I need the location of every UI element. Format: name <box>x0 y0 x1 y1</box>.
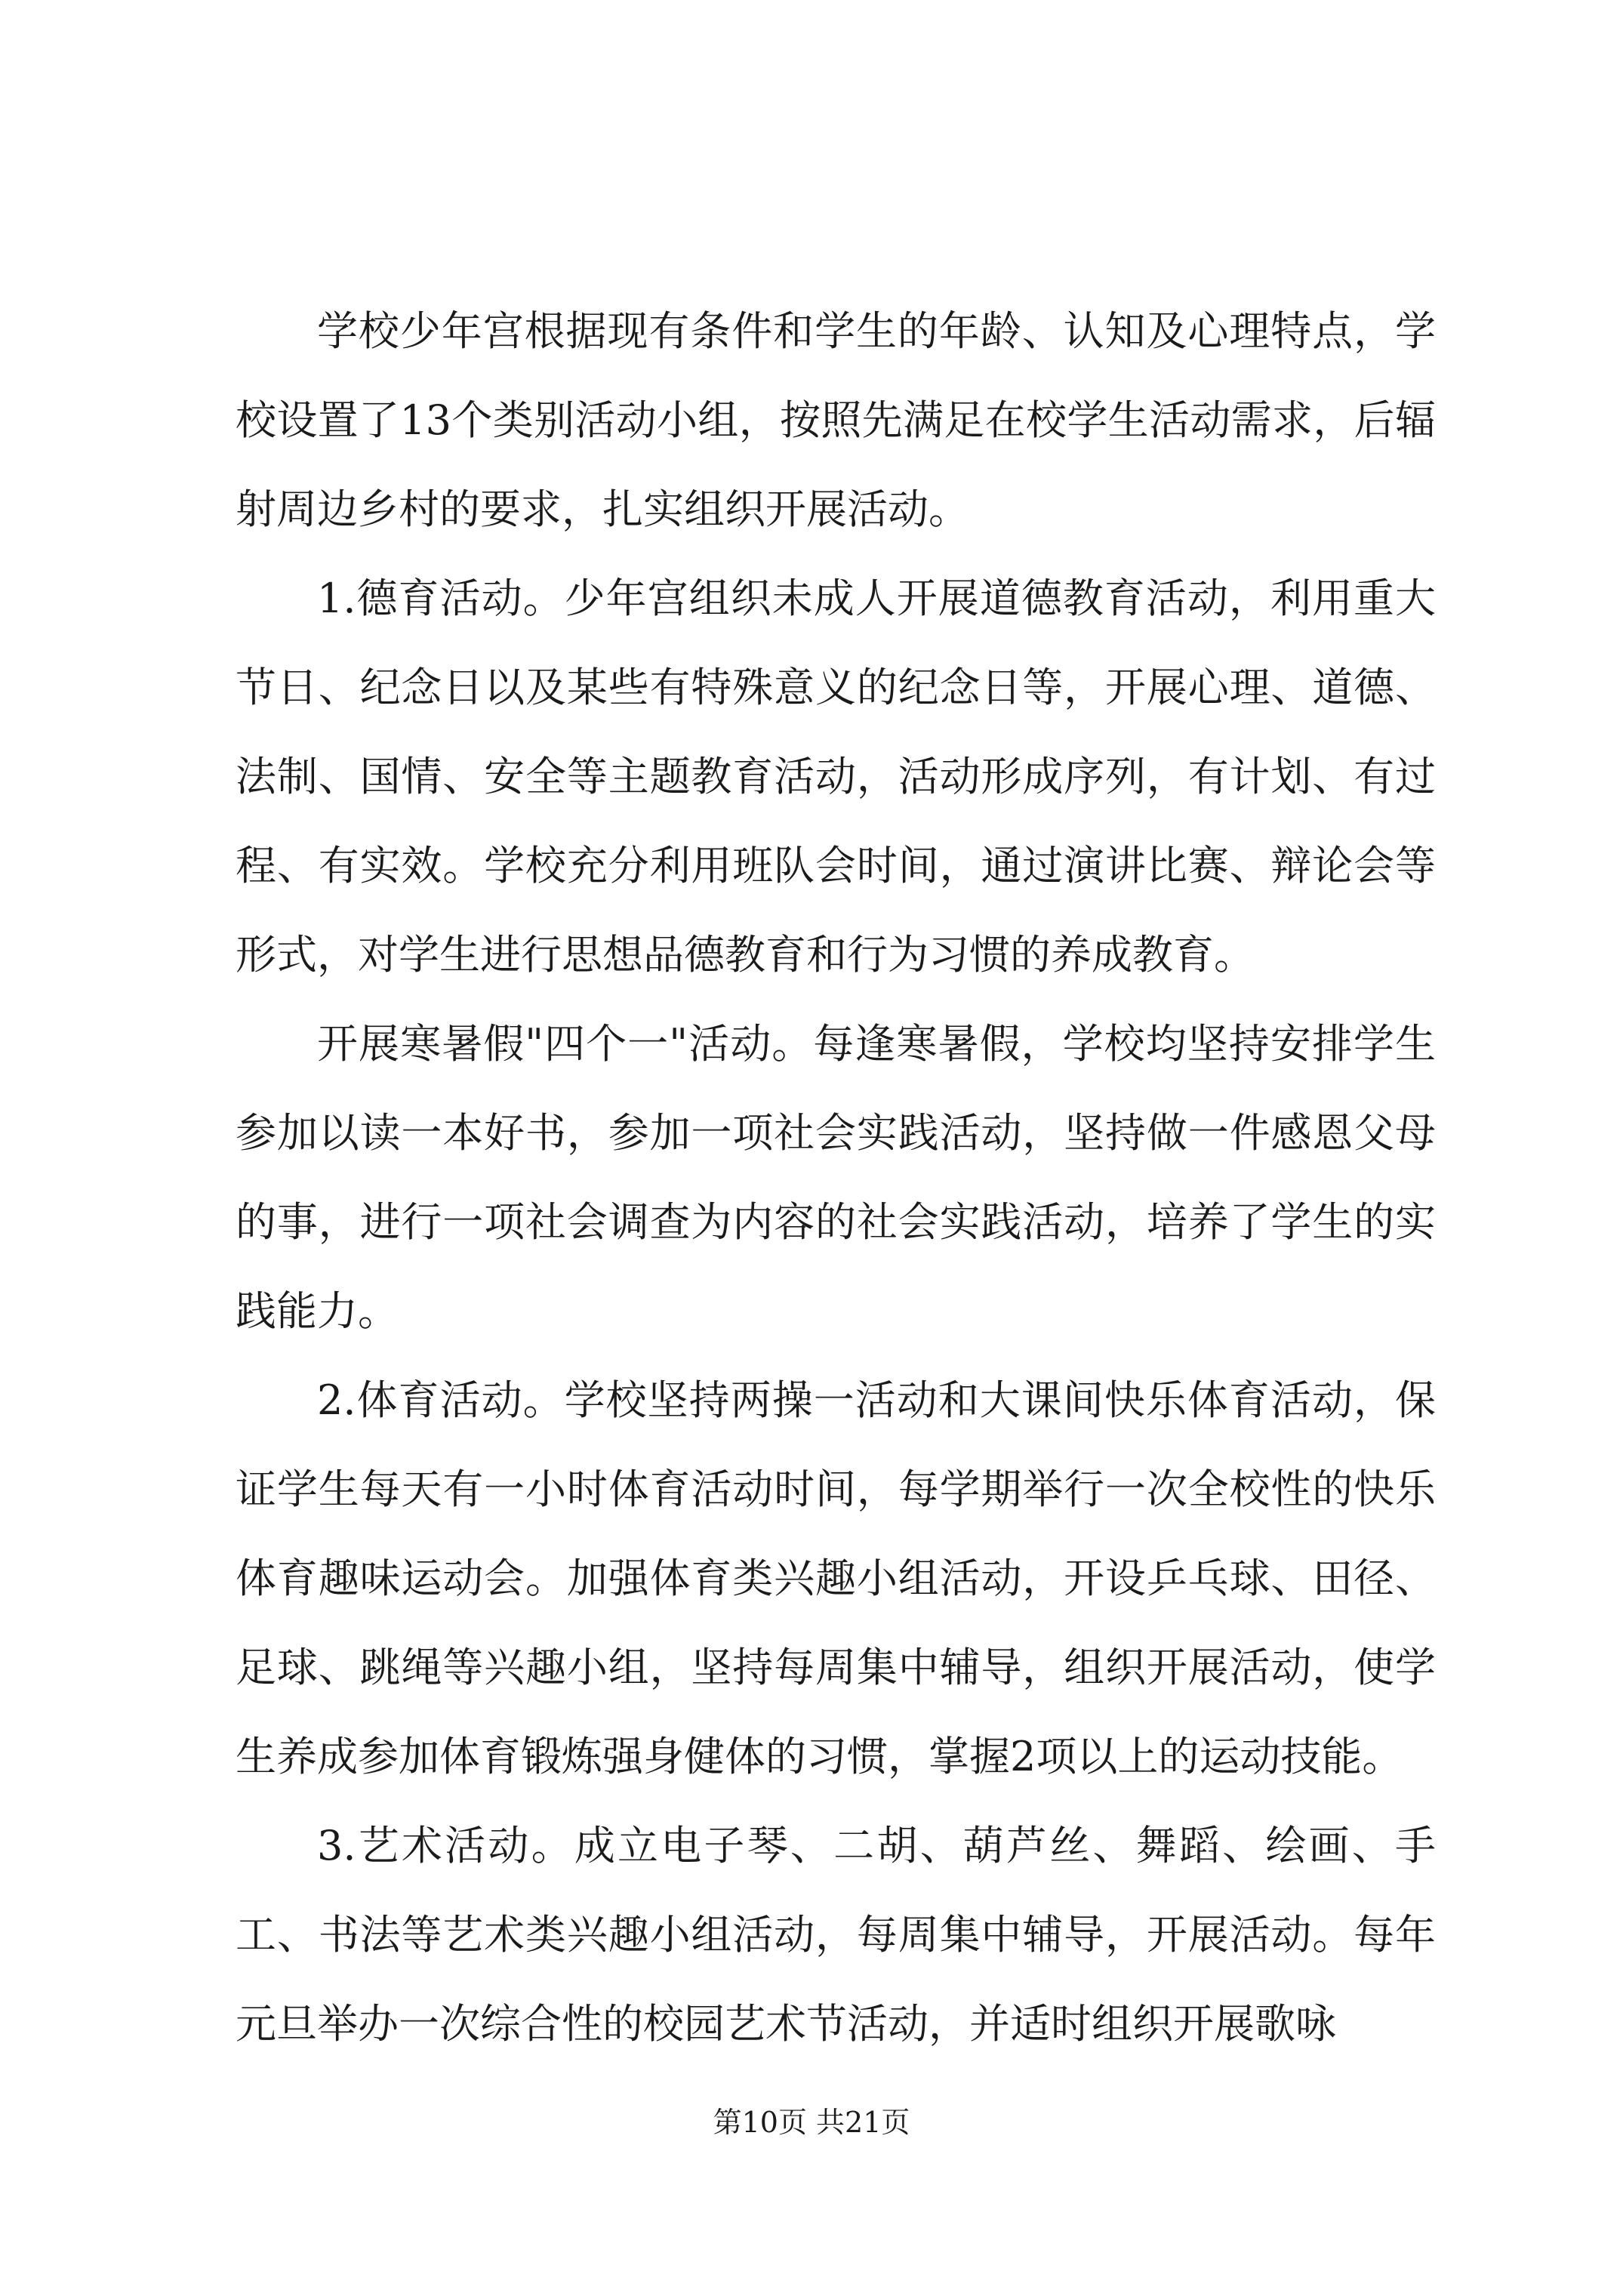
page-footer: 第10页 共21页 <box>713 2106 910 2139</box>
paragraph-vacation-activities: 开展寒暑假"四个一"活动。每逢寒暑假，学校均坚持安排学生参加以读一本好书，参加一项社会实践活动，坚持做一件感恩父母的事，进行一项社会调查为内容的社会实践活动，培养了学生的实践能力。 <box>236 1020 1436 1335</box>
paragraph-arts: 3.艺术活动。成立电子琴、二胡、葫芦丝、舞蹈、绘画、手工、书法等艺术类兴趣小组活动，每周集中辅导，开展活动。每年元旦举办一次综合性的校园艺术节活动，并适时组织开展歌咏 <box>236 1822 1436 2048</box>
paragraph-sports: 2.体育活动。学校坚持两操一活动和大课间快乐体育活动，保证学生每天有一小时体育活动时间，每学期举行一次全校性的快乐体育趣味运动会。加强体育类兴趣小组活动，开设乒乓球、田径、足球、跳绳等兴趣小组，坚持每周集中辅导，组织开展活动，使学生养成参加体育锻炼强身健体的习惯，掌握2项以上的运动技能。 <box>236 1376 1436 1780</box>
paragraph-intro: 学校少年宫根据现有条件和学生的年龄、认知及心理特点，学校设置了13个类别活动小组，按照先满足在校学生活动需求，后辐射周边乡村的要求，扎实组织开展活动。 <box>236 307 1436 533</box>
body-text <box>236 287 1436 2069</box>
paragraph-moral-education: 1.德育活动。少年宫组织未成人开展道德教育活动，利用重大节日、纪念日以及某些有特殊意义的纪念日等，开展心理、道德、法制、国情、安全等主题教育活动，活动形成序列，有计划、有过程、有实效。学校充分利用班队会时间，通过演讲比赛、辩论会等形式，对学生进行思想品德教育和行为习惯的养成教育。 <box>236 575 1436 978</box>
